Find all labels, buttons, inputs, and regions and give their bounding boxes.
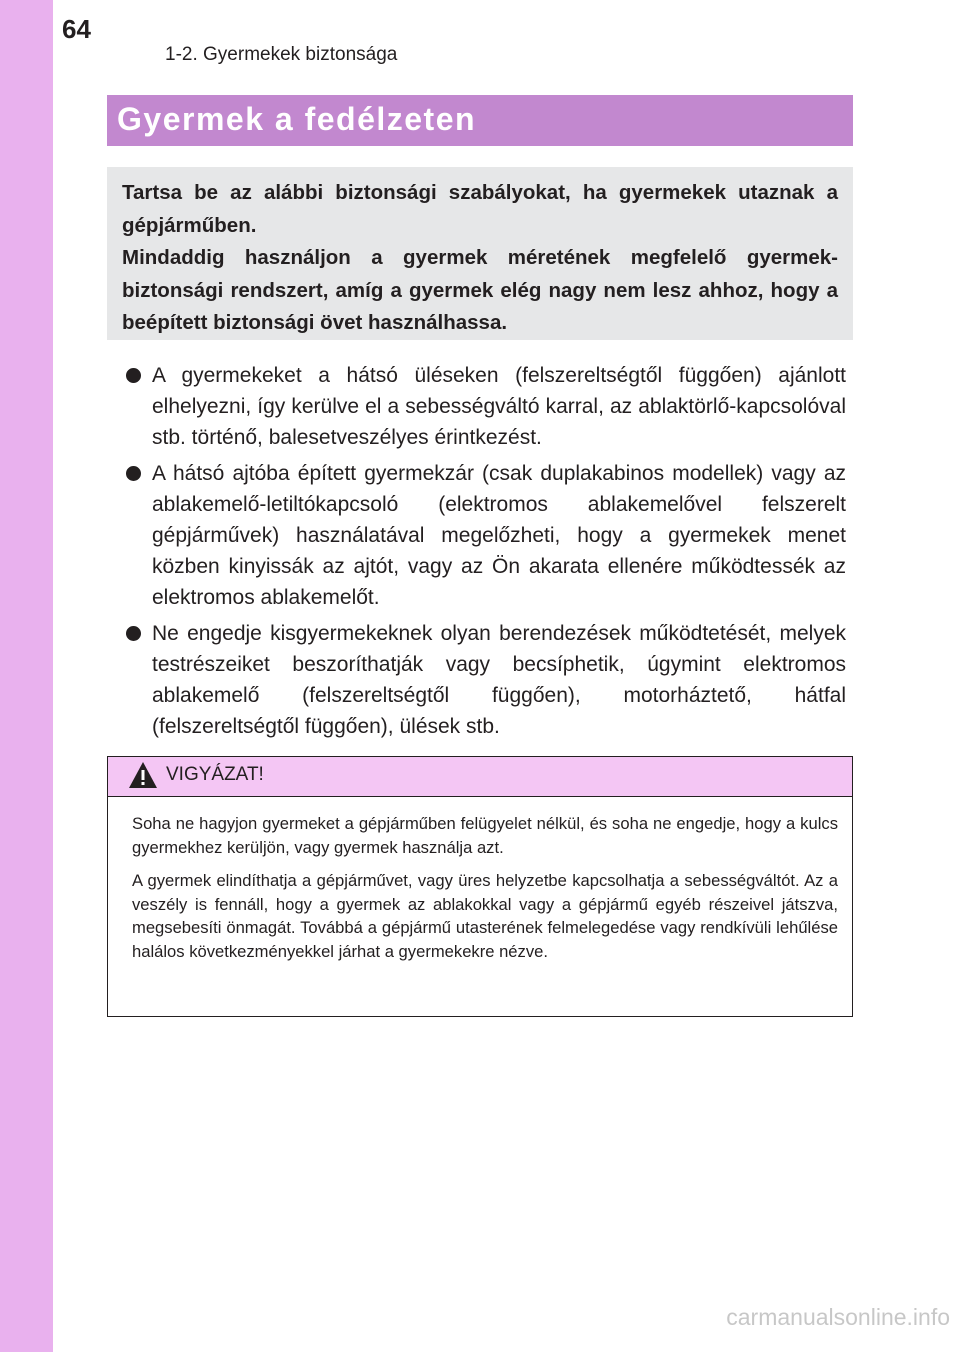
intro-box bbox=[107, 167, 853, 340]
bullet-list bbox=[124, 360, 846, 746]
intro-paragraph-1: Tartsa be az alábbi biztonsági szabályokat, ha gyermekek utaznak a gépjárműben. bbox=[122, 181, 838, 237]
caution-box bbox=[107, 756, 853, 1017]
intro-text bbox=[122, 177, 838, 340]
page-title: Gyermek a fedélzeten bbox=[117, 101, 477, 137]
bullet-item bbox=[124, 360, 846, 454]
bullet-text: Ne engedje kisgyermekeknek olyan berendezések működtetését, melyek testrészeiket beszoríthatják vagy becsíphetik, úgymint elektromos ablakemelő (felszereltségtől függően), motorháztető, hátfal (felszereltségtől függően), ülések stb. bbox=[152, 621, 846, 739]
caution-header bbox=[108, 757, 852, 797]
watermark: carmanualsonline.info bbox=[726, 1304, 950, 1330]
bullet-dot-icon bbox=[126, 466, 141, 481]
caution-paragraph: Soha ne hagyjon gyermeket a gépjárműben felügyelet nélkül, és soha ne engedje, hogy a kulcs gyermekhez kerüljön, vagy gyermek használja azt. bbox=[132, 814, 838, 857]
caution-paragraph: A gyermek elindíthatja a gépjárművet, vagy üres helyzetbe kapcsolhatja a sebességváltót. Az a veszély is fennáll, hogy a gyermek az ablakokkal vagy a gépjármű egyéb részeivel játszva, megsebesíti önmagát. Továbbá a gépjármű utasterének felmelegedése vagy rendkívüli lehűlése halálos következményekkel járhat a gyermekekre nézve. bbox=[132, 871, 838, 961]
bullet-dot-icon bbox=[126, 626, 141, 641]
section-title: 1-2. Gyermekek biztonsága bbox=[165, 44, 398, 65]
title-bar bbox=[107, 95, 853, 146]
bullet-text: A hátsó ajtóba épített gyermekzár (csak duplakabinos modellek) vagy az ablakemelő-letiltókapcsoló (elektromos ablakemelővel felszerelt gépjárművek) használatával megelőzheti, hogy a gyermekek menet közben kinyissák az ajtót, vagy az Ön akarata ellenére működtessék az elektromos ablakemelőt. bbox=[152, 461, 846, 610]
intro-paragraph-2: Mindaddig használjon a gyermek méretének megfelelő gyermekbiztonsági rendszert, amíg a gyermek elég nagy nem lesz ahhoz, hogy a beépített biztonsági övet használhassa. bbox=[122, 246, 838, 334]
bullet-text: A gyermekeket a hátsó üléseken (felszereltségtől függően) ajánlott elhelyezni, így kerülve el a sebességváltó karral, az ablaktörlő-kapcsolóval stb. történő, balesetveszélyes érintkezést. bbox=[152, 364, 846, 450]
caution-label: VIGYÁZAT! bbox=[166, 764, 264, 785]
bullet-dot-icon bbox=[126, 368, 141, 383]
page-number: 64 bbox=[62, 14, 91, 44]
warning-triangle-icon bbox=[128, 761, 158, 794]
caution-body bbox=[132, 812, 838, 974]
bullet-item bbox=[124, 458, 846, 614]
side-tab-strip bbox=[0, 0, 53, 1352]
bullet-item bbox=[124, 618, 846, 743]
